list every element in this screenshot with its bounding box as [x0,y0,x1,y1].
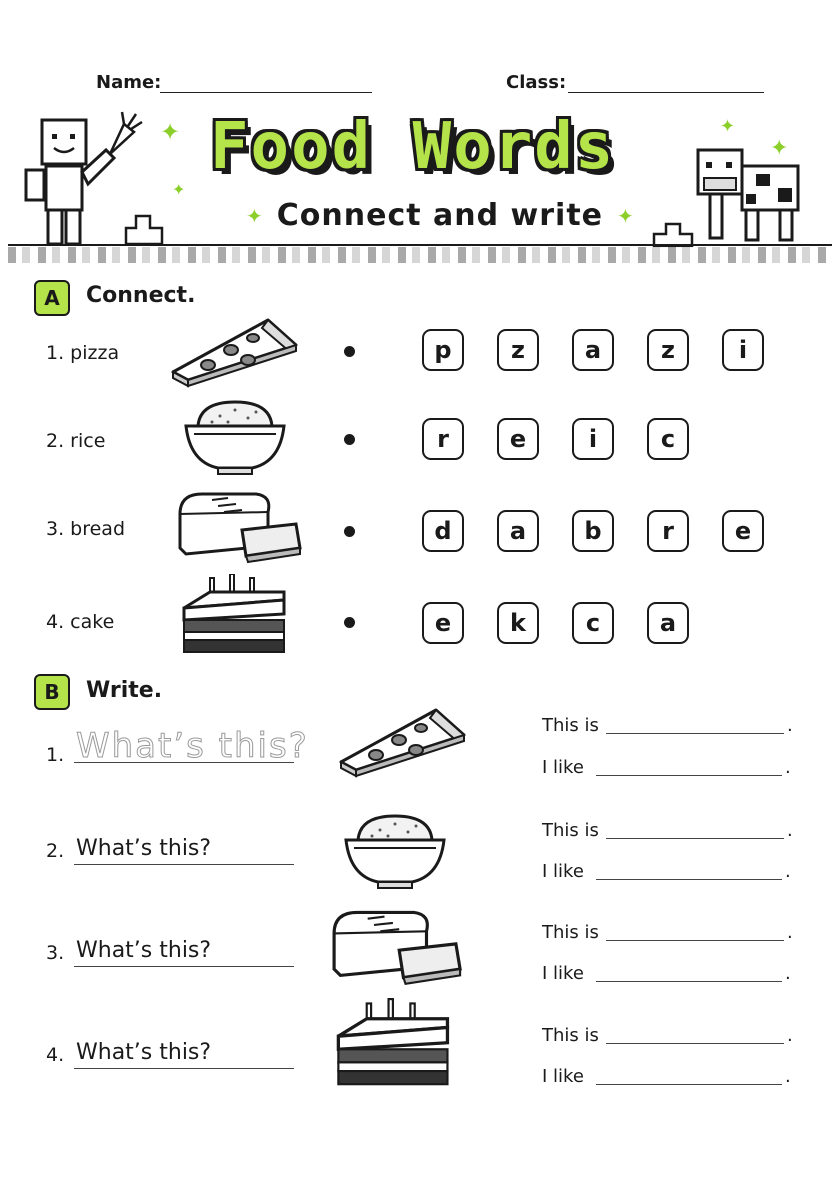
answer-line[interactable] [606,838,784,839]
name-field[interactable] [160,92,372,93]
letter-tile[interactable]: i [722,329,764,371]
question-text: What’s this? [76,938,212,963]
cow-icon [694,144,806,248]
letter-tile[interactable]: z [647,329,689,371]
connect-item-label: 2. rice [46,430,106,452]
section-b-title: Write. [86,678,163,703]
sparkle-icon: ✦ [720,116,736,137]
class-field[interactable] [568,92,764,93]
birthday-cake-icon [180,574,290,660]
pizza-slice-icon [336,700,468,780]
connect-dot[interactable] [344,617,355,628]
connect-item-label: 3. bread [46,518,126,540]
period: . [787,1025,793,1046]
letter-tile[interactable]: r [422,418,464,460]
this-is-label: This is [542,1025,599,1046]
this-is-label: This is [542,715,599,736]
write-item-number: 2. [46,840,65,862]
letter-tile[interactable]: c [572,602,614,644]
birthday-cake-icon [334,996,454,1096]
letter-tile[interactable]: e [422,602,464,644]
section-b-badge: B [34,674,70,710]
name-label: Name: [96,72,162,93]
write-line[interactable] [74,762,294,763]
letter-tile[interactable]: p [422,329,464,371]
answer-line[interactable] [596,981,782,982]
block-icon [122,206,172,246]
question-text: What’s this? [76,1040,212,1065]
letter-tile[interactable]: a [497,510,539,552]
write-line[interactable] [74,1068,294,1069]
sparkle-icon: ✦ [160,118,181,146]
i-like-label: I like [542,861,584,882]
connect-item-label: 4. cake [46,611,115,633]
answer-line[interactable] [606,1043,784,1044]
connect-dot[interactable] [344,434,355,445]
write-item-number: 4. [46,1044,65,1066]
class-label: Class: [506,72,567,93]
ground-line [8,244,832,246]
connect-dot[interactable] [344,346,355,357]
section-a-title: Connect. [86,283,196,308]
period: . [787,922,793,943]
write-item-number: 3. [46,942,65,964]
bread-loaf-icon [172,486,304,566]
letter-tile[interactable]: d [422,510,464,552]
letter-tile[interactable]: e [722,510,764,552]
rice-bowl-icon [180,396,290,478]
answer-line[interactable] [606,733,784,734]
bread-loaf-icon [320,904,470,988]
section-a-badge: A [34,280,70,316]
letter-tile[interactable]: a [572,329,614,371]
letter-tile[interactable]: a [647,602,689,644]
answer-line[interactable] [606,940,784,941]
carrot-icon [104,110,144,160]
i-like-label: I like [542,963,584,984]
period: . [785,757,791,778]
traced-question: What’s this? [76,726,309,766]
sparkle-icon: ✦ [770,136,789,161]
this-is-label: This is [542,820,599,841]
answer-line[interactable] [596,879,782,880]
letter-tile[interactable]: k [497,602,539,644]
period: . [785,861,791,882]
subtitle: Connect and write [276,198,604,233]
write-line[interactable] [74,966,294,967]
this-is-label: This is [542,922,599,943]
sparkle-icon: ✦ [246,203,263,228]
sparkle-icon: ✦ [172,180,186,199]
letter-tile[interactable]: r [647,510,689,552]
letter-tile[interactable]: b [572,510,614,552]
letter-tile[interactable]: z [497,329,539,371]
rice-bowl-icon [340,810,450,892]
page-title: Food Words [210,110,616,184]
sparkle-icon: ✦ [617,203,634,228]
period: . [787,715,793,736]
period: . [785,1066,791,1087]
letter-tile[interactable]: i [572,418,614,460]
answer-line[interactable] [596,1084,782,1085]
write-line[interactable] [74,864,294,865]
period: . [787,820,793,841]
letter-tile[interactable]: e [497,418,539,460]
ground-pattern [8,247,832,263]
write-item-number: 1. [46,744,65,766]
connect-item-label: 1. pizza [46,342,120,364]
connect-dot[interactable] [344,526,355,537]
pizza-slice-icon [168,310,300,390]
subtitle-row [246,198,634,233]
period: . [785,963,791,984]
i-like-label: I like [542,757,584,778]
answer-line[interactable] [596,775,782,776]
i-like-label: I like [542,1066,584,1087]
question-text: What’s this? [76,836,212,861]
letter-tile[interactable]: c [647,418,689,460]
